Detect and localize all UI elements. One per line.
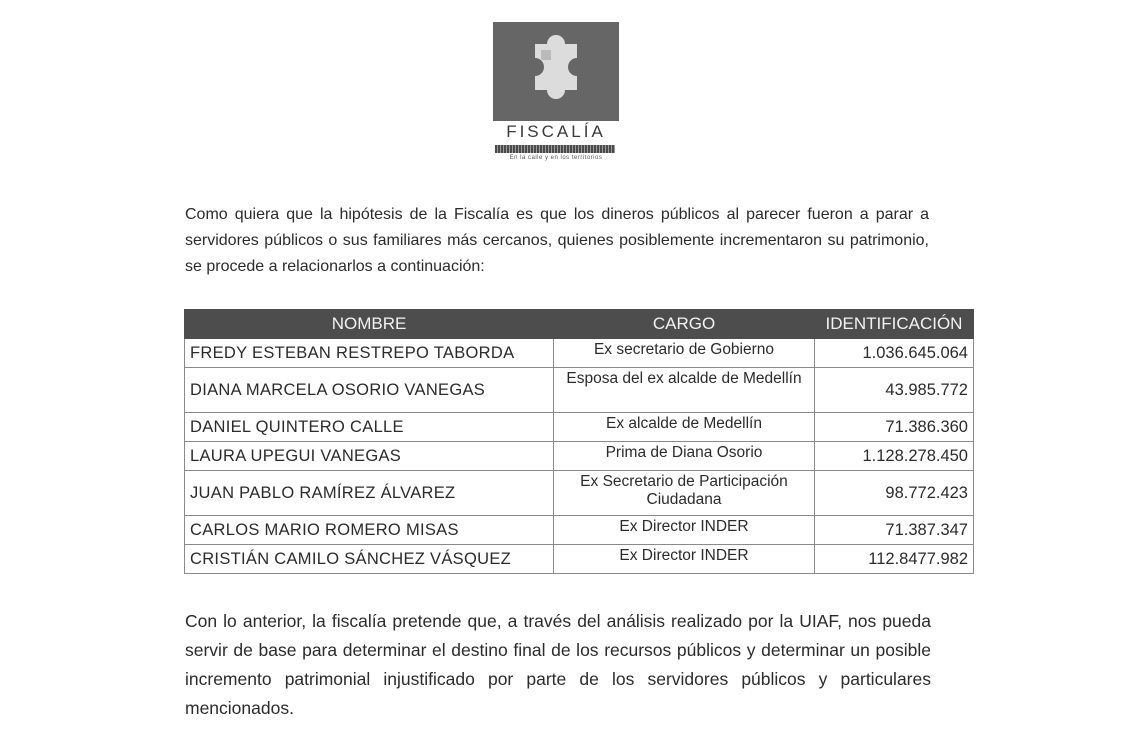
cell-nombre: LAURA UPEGUI VANEGAS <box>185 442 554 471</box>
cell-nombre: JUAN PABLO RAMÍREZ ÁLVAREZ <box>185 471 554 516</box>
logo-band <box>495 145 615 153</box>
persons-table <box>184 309 974 574</box>
fiscalia-logo <box>493 22 619 170</box>
cell-cargo: Esposa del ex alcalde de Medellín <box>554 368 815 413</box>
table-row <box>185 516 974 545</box>
cell-cargo: Prima de Diana Osorio <box>554 442 815 471</box>
logo-name: FISCALÍA <box>506 122 606 141</box>
closing-paragraph: Con lo anterior, la fiscalía pretende que, a través del análisis realizado por la UIAF, nos pueda servir de base para determinar el destino final de los recursos públicos y determinar un posible incremento patrimonial injustificado por parte de los servidores públicos y particulares mencionados. <box>185 611 931 718</box>
cell-cargo: Ex secretario de Gobierno <box>554 339 815 368</box>
cell-nombre: CRISTIÁN CAMILO SÁNCHEZ VÁSQUEZ <box>185 545 554 574</box>
table-row <box>185 442 974 471</box>
table-row <box>185 471 974 516</box>
table-header-row <box>185 310 974 339</box>
header-cargo: CARGO <box>554 310 815 339</box>
cell-identificacion: 1.128.278.450 <box>815 442 974 471</box>
logo-tagline: En la calle y en los territorios <box>509 155 603 161</box>
table-row <box>185 368 974 413</box>
header-identificacion: IDENTIFICACIÓN <box>815 310 974 339</box>
cell-nombre: DANIEL QUINTERO CALLE <box>185 413 554 442</box>
cell-nombre: FREDY ESTEBAN RESTREPO TABORDA <box>185 339 554 368</box>
puzzle-icon <box>493 22 619 121</box>
table-row <box>185 413 974 442</box>
intro-paragraph: Como quiera que la hipótesis de la Fiscalía es que los dineros públicos al parecer fueron a parar a servidores públicos o sus familiares más cercanos, quienes posiblemente incrementaron su patrimonio, se procede a relacionarlos a continuación: <box>185 206 929 275</box>
cell-identificacion: 1.036.645.064 <box>815 339 974 368</box>
cell-nombre: CARLOS MARIO ROMERO MISAS <box>185 516 554 545</box>
cell-nombre: DIANA MARCELA OSORIO VANEGAS <box>185 368 554 413</box>
cell-identificacion: 43.985.772 <box>815 368 974 413</box>
cell-identificacion: 71.386.360 <box>815 413 974 442</box>
table-row <box>185 339 974 368</box>
table-row <box>185 545 974 574</box>
cell-identificacion: 98.772.423 <box>815 471 974 516</box>
header-nombre: NOMBRE <box>185 310 554 339</box>
cell-cargo: Ex alcalde de Medellín <box>554 413 815 442</box>
cell-cargo: Ex Secretario de Participación Ciudadana <box>554 471 815 516</box>
cell-identificacion: 112.8477.982 <box>815 545 974 574</box>
cell-identificacion: 71.387.347 <box>815 516 974 545</box>
cell-cargo: Ex Director INDER <box>554 545 815 574</box>
cell-cargo: Ex Director INDER <box>554 516 815 545</box>
